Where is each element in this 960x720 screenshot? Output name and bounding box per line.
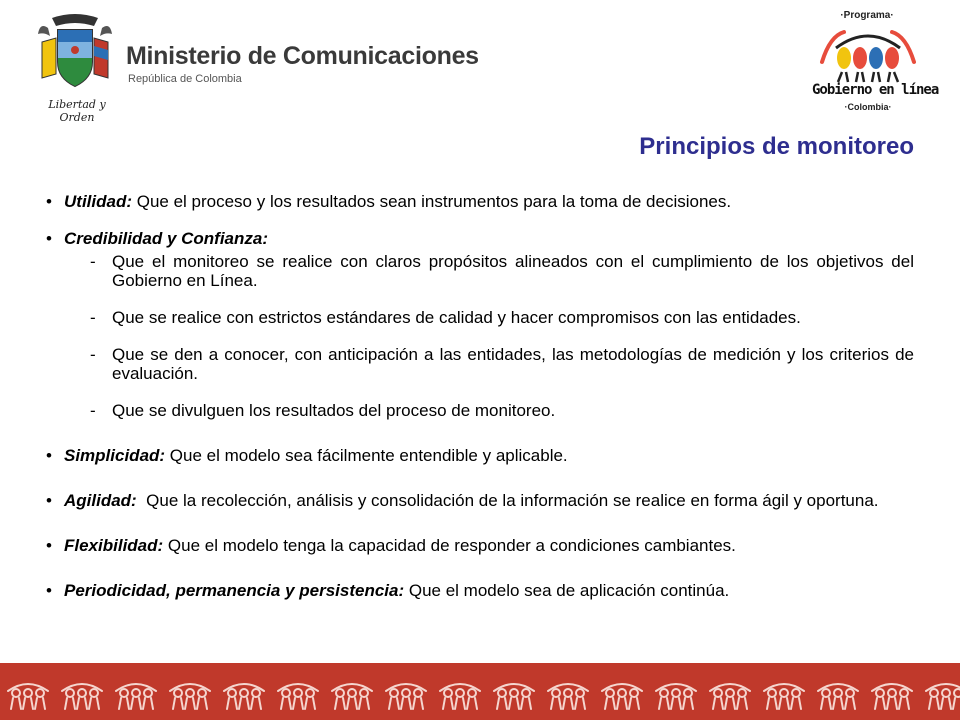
figure-group: [494, 684, 534, 709]
figure-group: [116, 684, 156, 709]
principle-flexibilidad: [46, 536, 914, 555]
principle-text: Que el modelo sea de aplicación continúa.: [404, 581, 730, 600]
ministry-subtitle: República de Colombia: [128, 73, 242, 85]
figure-group: [386, 684, 426, 709]
footer-decorative-band: [0, 663, 960, 720]
figure-group: [278, 684, 318, 709]
figure-group: [764, 684, 804, 709]
ministry-name: Ministerio de Comunicaciones: [126, 42, 479, 70]
principle-text: Que el modelo tenga la capacidad de responder a condiciones cambiantes.: [163, 536, 736, 555]
figure-group: [440, 684, 480, 709]
principle-credibilidad: [46, 229, 914, 248]
slide-title: Principios de monitoreo: [639, 133, 914, 160]
principle-term: Utilidad:: [64, 192, 132, 211]
program-label: ·Programa·: [840, 10, 894, 21]
figure-group: [224, 684, 264, 709]
crest-motto: Libertad y Orden: [48, 98, 106, 124]
figure-group: [926, 684, 960, 709]
figure-group: [710, 684, 750, 709]
credibility-item: - Que se divulguen los resultados del proceso de monitoreo.: [46, 401, 914, 420]
figure-group: [332, 684, 372, 709]
figure-group: [548, 684, 588, 709]
colombia-crest-icon: [34, 12, 116, 94]
principle-term: Simplicidad:: [64, 446, 166, 465]
ministry-header: [34, 12, 479, 124]
figure-group: [8, 684, 48, 709]
principle-term: Credibilidad y Confianza:: [64, 229, 269, 248]
credibility-item: - Que se den a conocer, con anticipación a las entidades, las metodologías de medición y los criterios de evaluación.: [46, 345, 914, 383]
program-title: Gobierno en línea: [812, 82, 939, 98]
principle-utilidad: [46, 192, 914, 211]
people-group-icon: [816, 22, 920, 84]
principle-simplicidad: [46, 446, 914, 465]
people-pattern-icon: [0, 663, 960, 720]
principle-term: Agilidad:: [64, 491, 137, 510]
figure-group: [62, 684, 102, 709]
credibility-item: - Que el monitoreo se realice con claros propósitos alineados con el cumplimiento de los objetivos del Gobierno en Línea.: [46, 252, 914, 290]
figure-group: [170, 684, 210, 709]
credibility-item: - Que se realice con estrictos estándares de calidad y hacer compromisos con las entidades.: [46, 308, 914, 327]
figure-group: [818, 684, 858, 709]
program-country: ·Colombia·: [844, 102, 892, 112]
principle-agilidad: [46, 491, 914, 510]
gobierno-en-linea-logo: [812, 10, 939, 120]
principle-text: Que el proceso y los resultados sean instrumentos para la toma de decisiones.: [132, 192, 732, 211]
figure-group: [656, 684, 696, 709]
principles-list: [46, 192, 914, 600]
figure-group: [872, 684, 912, 709]
figure-group: [602, 684, 642, 709]
principle-term: Flexibilidad:: [64, 536, 164, 555]
principle-text: Que el modelo sea fácilmente entendible y aplicable.: [165, 446, 568, 465]
principle-term: Periodicidad, permanencia y persistencia:: [64, 581, 405, 600]
principle-text: Que la recolección, análisis y consolidación de la información se realice en forma ágil y oportuna.: [136, 491, 879, 510]
principle-periodicidad: [46, 581, 914, 600]
